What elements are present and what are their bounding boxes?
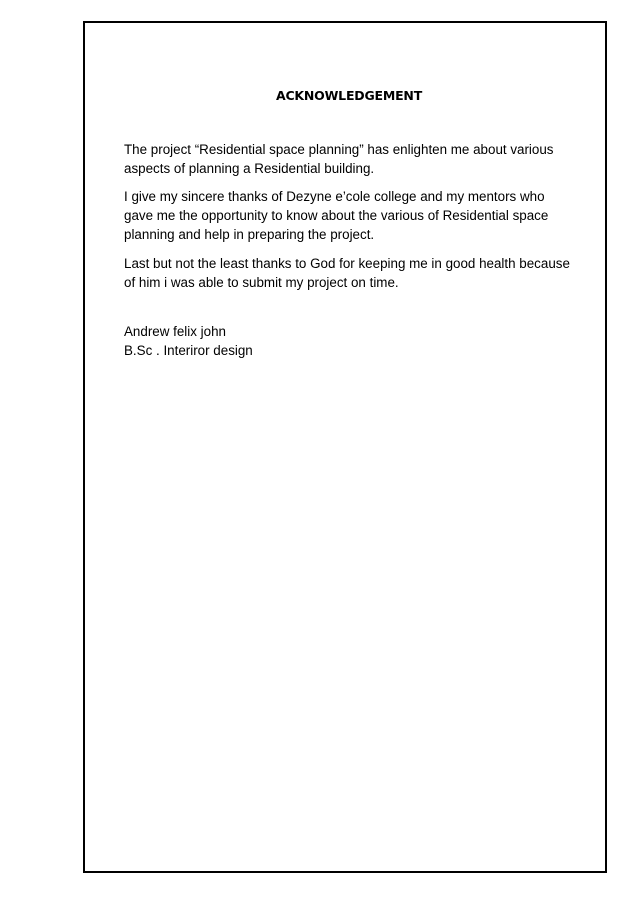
document-title: ACKNOWLEDGEMENT [275, 88, 423, 103]
paragraph-thanks: I give my sincere thanks of Dezyne e’cole college and my mentors who gave me the opportunity to know about the various of Residential space planning and help in preparing the project. [124, 189, 549, 242]
signature-degree: B.Sc . Interiror design [124, 343, 253, 358]
paragraph-project: The project “Residential space planning” has enlighten me about various aspects of planning a Residential building. [124, 142, 554, 176]
signature-name: Andrew felix john [124, 324, 226, 339]
signature-block [124, 322, 253, 360]
paragraph-god: Last but not the least thanks to God for keeping me in good health because of him i was able to submit my project on time. [124, 256, 570, 290]
